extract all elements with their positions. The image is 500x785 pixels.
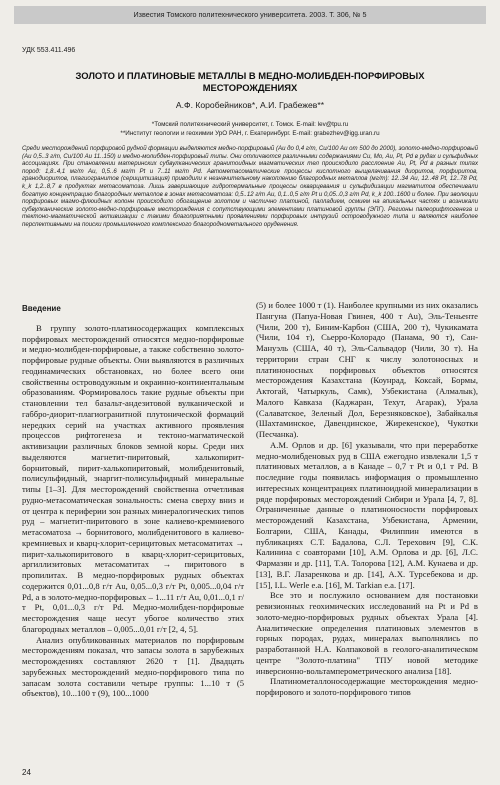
running-header: Известия Томского политехнического университета. 2003. Т. 306, № 5 xyxy=(14,6,486,24)
left-column xyxy=(22,300,244,699)
affiliation-tpu: *Томский политехнический университет, г. Томск. E-mail: lev@tpu.ru xyxy=(151,121,349,128)
udk-code: УДК 553.411.496 xyxy=(22,47,76,54)
paragraph: В группу золото-платиносодержащих комплексных порфировых месторождений относятся медно-порфировые и медно-молибден-порфировые, а также собственно золото-порфировые рудные объекты. Они выявляются в различных геодинамических обстановках, но более всего они свойственны островодужным и окраинно-континентальным образованиям. Формировалось такие рудные объекты при становлении тел базальт-андезитовой вулканической и габбро-диорит-плагиогранитной плутонической формаций нередких серий на участках активного проявления процессов рифтогенеза и тектоно-магматической активизации различных блоков земной коры. Среди них выделяются магнетит-пиритовый, халькопирит-борнитовый, пирит-халькопиритовый, молибденитовый, полисульфидный, энаргит-полисульфидный минеральные типы [1–3]. Для месторождений свойственна отчетливая рудно-метасоматическая зональность: смена сверху вниз и от центра к периферии зон разных минералогических типов руд – магнетит-пиритового в зоне калиево-кремниевого метасоматоза → борнитового, молибденитового в калиево-кремниевых и кварц-хлорит-серицитовых метасоматитах → пирит-халькопиритового в кварц-хлорит-серицитовых, аргиллизитовых метасоматитах → пиритового в пропилитах. В медно-порфировых рудных объектах содержится 0,01...0,8 г/т Au, 0,05...0,3 г/т Pt, 0,005...0,04 г/т Pd, а в золото-медно-порфировых – 1...11 г/т Au, 0,01...0,1 г/т Pt, 0,01...0,3 г/т Pd. Медно-молибден-порфировые месторождения чаще несут убогое количество этих благородных металлов – 0,005...0,01 г/т [2, 4, 5]. xyxy=(22,322,244,634)
affiliation-igg: **Институт геологии и геохимии УрО РАН, г. Екатеринбург. E-mail: grabezhev@igg.uran.ru xyxy=(120,130,380,137)
section-heading-introduction: Введение xyxy=(22,304,61,313)
paragraph: (5) и более 1000 т (1). Наиболее крупными из них оказались Пангуна (Папуа-Новая Гвинея, 400 т Au), Эль-Теньенте (Чили, 200 т), Биним-Карбон (США, 200 т), Чукикамата (Чили, 104 т), Сьерро-Колорадо (Панама, 90 т), Сан-Мануэль (США, 40 т), Эль-Сальвадор (Чили, 30 т). На территории стран СНГ к числу золотоносных и платиноносных порфировых объектов относятся месторождения Казахстана (Коунрад, Коксай, Бормы, Актогай, Чатыркуль, Самк), Узбекистана (Алмалык), Малого Кавказа (Каджаран, Техут, Агарак), Урала (Салаватское, Зеленый Дол, Березняковское), Забайкалья (Шахтаминское, Давендинское, Жирекенское), Чукотки (Песчанка). xyxy=(256,300,478,439)
article-authors: А.Ф. Коробейников*, А.И. Грабежев** xyxy=(175,100,325,110)
paragraph: А.М. Орлов и др. [6] указывали, что при переработке медно-молибденовых руд в США ежегодно извлекали 1,5 т платиновых металлов, а в Канаде – 0,7 т Pt и 0,1 т Pd. В последние годы появилась информация о промышленно интересных концентрациях платиноидной минерализации в рядe порфировых месторождений Сибири и Урала [4, 7, 8]. Ограниченные данные о платиноносности порфировых месторождений Казахстана, Узбекистана, Армении, Болгарии, США, Канады, Филиппин имеются в публикациях С.Т. Бадалова, С.Л. Терехович [9], С.К. Калинина с соавторами [10], А.М. Орлова и др. [6], Л.С. Фармазян и др. [11], Т.А. Толорова [12], А.М. Кунаева и др. [13], В.Г. Лазаренкова и др. [14], А.Х. Турсебекова и др. [15], I.L. Werle e.a. [16], M. Tarkian e.a. [17]. xyxy=(256,439,478,590)
right-column xyxy=(256,300,478,698)
paragraph: Анализ опубликованных материалов по порфировым месторождениям показал, что запасы золота в зарубежных месторождениях составляют 2620 т [1]. Двадцать зарубежных месторождений медно-порфирового типа по запасам золота составили четыре группы: 1...10 т (5 объектов), 10...100 т (9), 100...1000 xyxy=(22,634,244,699)
page-number: 24 xyxy=(22,768,31,777)
article-title: ЗОЛОТО И ПЛАТИНОВЫЕ МЕТАЛЛЫ В МЕДНО-МОЛИБДЕН-ПОРФИРОВЫХ МЕСТОРОЖДЕНИЯХ xyxy=(75,70,425,93)
paragraph: Платинометаллоносодержащие месторождения медно-порфирового и золото-порфирового типов xyxy=(256,676,478,697)
article-abstract: Среди месторождений порфировой рудной формации выделяются медно-порфировый (Au до 0,4 г/т, Cu/100 Au от 500 до 2000), золото-медно-порфировый (Au 0,5..3 г/т, Cu/100 Au 11..150) и медно-молибден-порфировый типы. Они отличаются различными содержаниями Cu, Mo, Au, Pt, Pd в рудах и сульфидных ассоциациях. При становлении материнских субвулканических гранитоидных магматических тел происходило расслоение Au, Pt, Pd в разных типах пород: 1,8..4,1 мг/т Au, 0,5..6 мг/т Pt и 7..11 мг/т Pd. Автометасоматические процессы кислотного выщелачивания диоритов, порфиритов, гранодиоритов, плагиогранитов (серицитизация) приводили к незначительному накоплению благородных металлов (мг/т): 12..34 Au, 12..48 Pt, 12..78 Pd, k_k 1,2..8,7 в продуктах метасоматоза. Лишь завершающие гидротермальные процессы окварцевания и сульфидизации магматитов обеспечивали богатую концентрацию благородных металлов в зонах метасоматоза: 0,5..12 г/т Au, 0,1..0,5 г/т Pt и 0,05..0,3 г/т Pd, k_k 100..1600 и более. При эволюции порфировых магмо-флюидных колонн происходило обогащение золотом и частично платиной, палладием, осмием на апикальных частях и возникали субвулканические золото-медно-порфировые месторождения с сопутствующими элементами платиновой группы (ЭПГ). Регионы палеорифтогенеза и тектоно-магматической активизации с такими благоприятными проявлениями порфировых интрузий островодужного типа и являются наиболее перспективными на поиски промышленного комплексного благороднометального оруденения. xyxy=(22,145,478,228)
affiliations xyxy=(40,120,460,138)
paragraph: Все это и послужило основанием для постановки ревизионных геохимических исследований на Pt и Pd в золото-медно-порфировых рудных объектах Урала [4]. Аналитические определения платиновых элементов в горных породах, рудах, минералах выполнялись по разработанной Н.А. Колпаковой в геолого-аналитическом центре "Золото-платина" ТПУ новой методике инверсионно-вольтамперометрического анализа [18]. xyxy=(256,590,478,676)
